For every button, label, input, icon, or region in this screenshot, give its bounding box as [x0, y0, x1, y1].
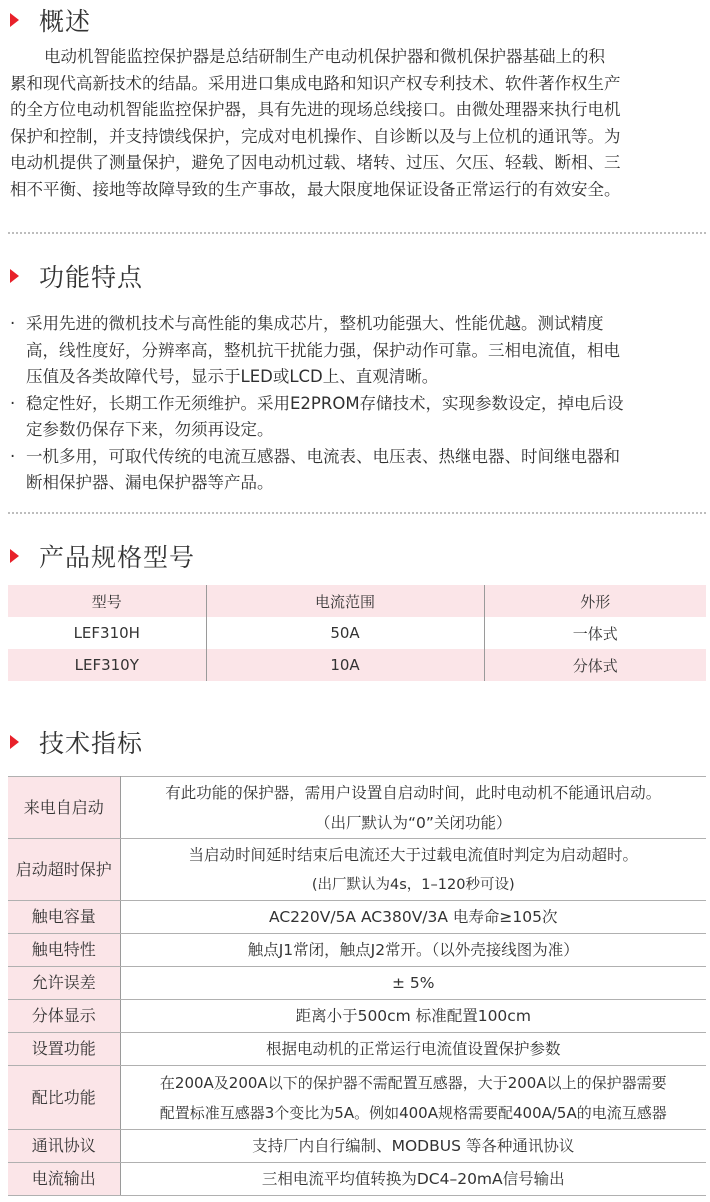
feature-line: 压值及各类故障代号，显示于LED或LCD上、直观清晰。 [26, 367, 439, 386]
feature-item [10, 311, 708, 391]
paragraph-line: 电动机提供了测量保护，避免了因电动机过载、堵转、过压、欠压、轻载、断相、三 [10, 153, 621, 172]
column-header: 型号 [8, 585, 206, 617]
value-line: 当启动时间延时结束后电流还大于过载电流值时判定为启动超时。 [188, 845, 638, 864]
row-value: 触点J1常闭，触点J2常开。（以外壳接线图为准） [120, 934, 706, 967]
value-line: 配置标准互感器3个变比为5A。例如400A规格需要配400A/5A的电流互感器 [159, 1103, 667, 1122]
row-value: 根据电动机的正常运行电流值设置保护参数 [120, 1033, 706, 1066]
row-label: 允许误差 [8, 967, 120, 1000]
paragraph-line: 累和现代高新技术的结晶。采用进口集成电路和知识产权专利技术、软件著作权生产 [10, 73, 621, 93]
triangle-marker-icon [10, 735, 19, 749]
feature-line: 高，线性度好，分辨率高，整机抗干扰能力强，保护动作可靠。三相电流值，相电 [26, 340, 620, 360]
tech-table [8, 776, 706, 1196]
row-value: 支持厂内自行编制、MODBUS 等各种通讯协议 [120, 1130, 706, 1163]
feature-line: 一机多用，可取代传统的电流互感器、电流表、电压表、热继电器、时间继电器和 [26, 446, 620, 466]
feature-line: 稳定性好，长期工作无须维护。采用E2PROM存储技术，实现参数设定，掉电后设 [26, 393, 624, 413]
row-value [120, 1066, 706, 1130]
row-label: 触电特性 [8, 934, 120, 967]
row-label: 分体显示 [8, 1000, 120, 1033]
bullet: · [10, 314, 16, 333]
table-cell: LEF310H [73, 624, 140, 642]
table-row [8, 1033, 706, 1066]
paragraph-line: 保护和控制，并支持馈线保护，完成对电机操作、自诊断以及与上位机的通讯等。为 [10, 126, 621, 146]
row-value: 三相电流平均值转换为DC4–20mA信号输出 [120, 1163, 706, 1196]
table-cell: 一体式 [572, 624, 618, 643]
table-row [8, 1000, 706, 1033]
triangle-marker-icon [10, 549, 19, 563]
table-row [8, 839, 706, 901]
table-cell: 50A [206, 617, 484, 649]
divider [8, 512, 706, 514]
feature-item [10, 391, 708, 444]
table-cell: LEF310Y [8, 649, 206, 681]
section-title: 功能特点 [39, 263, 144, 292]
table-row [8, 934, 706, 967]
row-value [120, 839, 706, 901]
value-line: （出厂默认为“0”关闭功能） [315, 813, 512, 832]
row-label: 通讯协议 [8, 1130, 120, 1163]
table-row [8, 649, 706, 681]
value-line: 在200A及200A以下的保护器不需配置互感器，大于200A以上的保护器需要 [159, 1073, 667, 1092]
row-value: ± 5% [120, 967, 706, 1000]
row-label: 启动超时保护 [8, 839, 120, 901]
row-value [120, 777, 706, 839]
section-header-overview [8, 0, 91, 40]
feature-item [10, 444, 708, 497]
table-row [8, 1130, 706, 1163]
table-row [8, 777, 706, 839]
row-label: 来电自启动 [8, 777, 120, 839]
triangle-marker-icon [10, 269, 19, 283]
column-header: 电流范围 [206, 585, 484, 617]
paragraph-line: 电动机智能监控保护器是总结研制生产电动机保护器和微机保护器基础上的积 [44, 47, 605, 66]
paragraph-line: 的全方位电动机智能监控保护器，具有先进的现场总线接口。由微处理器来执行电机 [10, 100, 621, 119]
row-label: 电流输出 [8, 1163, 120, 1196]
table-row [8, 1163, 706, 1196]
table-header-row [8, 585, 706, 617]
overview-paragraph [10, 44, 705, 203]
feature-line: 断相保护器、漏电保护器等产品。 [26, 473, 274, 492]
value-line: (出厂默认为4s，1–120秒可设) [311, 876, 515, 893]
features-list [10, 311, 708, 497]
section-header-spec [8, 536, 195, 576]
row-label: 触电容量 [8, 901, 120, 934]
spec-table [8, 585, 706, 681]
table-cell: 10A [206, 649, 484, 681]
row-label: 设置功能 [8, 1033, 120, 1066]
feature-line: 采用先进的微机技术与高性能的集成芯片，整机功能强大、性能优越。测试精度 [26, 314, 604, 333]
row-label: 配比功能 [8, 1066, 120, 1130]
row-value: AC220V/5A AC380V/3A 电寿命≥105次 [120, 901, 706, 934]
section-title: 产品规格型号 [39, 543, 196, 572]
section-header-features [8, 256, 143, 296]
table-row [8, 617, 706, 649]
paragraph-line: 相不平衡、接地等故障导致的生产事故，最大限度地保证设备正常运行的有效安全。 [10, 179, 621, 199]
table-row [8, 1066, 706, 1130]
bullet: · [10, 446, 16, 466]
feature-line: 定参数仍保存下来，勿须再设定。 [26, 420, 274, 439]
column-header: 外形 [484, 585, 706, 617]
value-line: 有此功能的保护器，需用户设置自启动时间，此时电动机不能通讯启动。 [165, 783, 662, 802]
section-title: 概述 [39, 7, 92, 36]
divider [8, 232, 706, 234]
table-row [8, 967, 706, 1000]
table-cell: 分体式 [484, 649, 706, 681]
table-row [8, 901, 706, 934]
section-header-tech [8, 722, 143, 762]
bullet: · [10, 393, 16, 413]
section-title: 技术指标 [39, 729, 144, 758]
triangle-marker-icon [10, 13, 19, 27]
row-value: 距离小于500cm 标准配置100cm [120, 1000, 706, 1033]
